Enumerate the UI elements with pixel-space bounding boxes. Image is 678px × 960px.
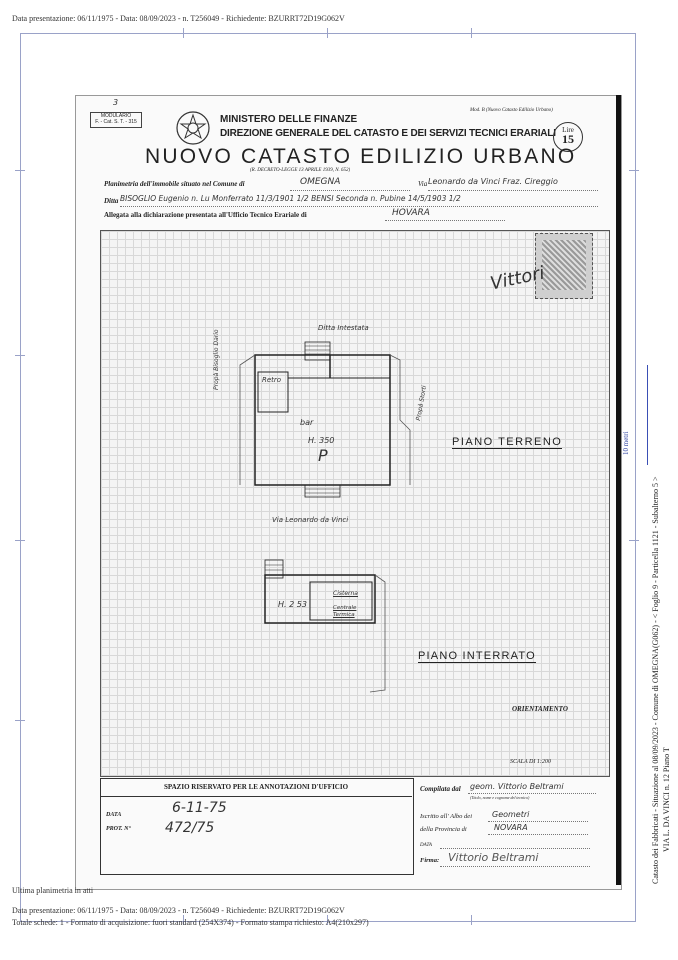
via-label: Via [418,180,428,188]
provincia-label: della Provincia di [420,826,467,833]
frame-tick [471,915,472,925]
frame-tick [327,28,328,38]
ufficio-value: HOVARA [392,208,430,218]
via-value: Leonardo da Vinci Fraz. Cireggio [428,177,558,186]
frame-tick [183,28,184,38]
form-rule [488,821,588,822]
lire-label: Lire [562,126,574,134]
firma-label: Firma: [420,857,440,864]
side-scale-label: 10 metri [622,431,630,455]
annotation-prot-value: 472/75 [165,820,215,836]
side-info-line2: VIA L. DA VINCI n. 12 Piano T [662,747,671,852]
cisterna-label: Cisterna [333,590,358,597]
ministry-name: MINISTERO DELLE FINANZE [220,114,358,125]
compilata-sub: (Titolo, nome e cognome del tecnico) [470,795,530,800]
ditta-label: Ditta [104,197,119,205]
planimetria-label: Planimetria dell'immobile situato nel Comune di [104,180,245,188]
footer-note: Ultima planimetria in atti [12,886,94,895]
lire-value: 15 [562,132,574,146]
modulario-label: MODULARIO [100,113,132,119]
ditta-intestata-label: Ditta Intestata [318,324,369,332]
mod-label: Mod. B (Nuovo Catasto Edilizio Urbano) [470,108,553,113]
height-interrato: H. 2 53 [278,600,307,609]
iscritto-label: Iscritto all' Albo dei [420,813,473,820]
form-title: NUOVO CATASTO EDILIZIO URBANO [145,145,577,168]
street-label: Via Leonardo da Vinci [272,516,349,524]
page-mark: 3 [113,98,119,107]
centrale-termica-label: Centrale Termica [333,605,357,618]
directorate-name: DIREZIONE GENERALE DEL CATASTO E DEI SERVIZI TECNICI ERARIALI [220,128,556,139]
floor-plan-drawing [100,320,608,700]
firma-value: Vittorio Beltrami [448,851,539,864]
form-rule [120,206,598,207]
sheet-edge-shadow [616,95,621,885]
orientamento-label: ORIENTAMENTO [512,705,568,713]
form-rule [468,793,596,794]
iscritto-value: Geometri [492,810,530,819]
frame-tick [15,540,25,541]
bar-label: bar [300,418,314,427]
annotation-date-label: DATA [106,812,122,818]
form-rule [488,834,588,835]
frame-tick [629,170,639,171]
annotations-heading: SPAZIO RISERVATO PER LE ANNOTAZIONI D'UFFICIO [100,778,412,797]
republic-emblem-icon [175,110,211,146]
ditta-value: BISOGLIO Eugenio n. Lu Monferrato 11/3/1901 1/2 BENSI Seconda n. Pubine 14/5/1903 1/2 [120,194,461,203]
form-rule [428,190,598,191]
header-top-line: Data presentazione: 06/11/1975 - Data: 08/09/2023 - n. T256049 - Richiedente: BZURRT72D19G062V [12,14,345,23]
compilata-value: geom. Vittorio Beltrami [470,782,564,791]
provincia-value: NOVARA [494,823,528,832]
form-rule [290,190,410,191]
footer-line2: Totale schede: 1 - Formato di acquisizione: fuori standard (254X374) - Formato stampa richiesto: A4(210x297) [12,918,369,927]
revenue-stamp-icon [535,233,593,299]
piano-interrato-heading: PIANO INTERRATO [418,650,536,662]
form-rule [440,866,590,867]
frame-tick [629,540,639,541]
decree-note: (R. DECRETO-LEGGE 13 APRILE 1939, N. 652) [250,168,351,173]
retro-label: Retro [262,376,282,384]
side-scale-bar [647,365,648,465]
annotation-date-value: 6-11-75 [172,800,227,816]
frame-tick [471,28,472,38]
frame-tick [15,720,25,721]
side-info-line1: Catasto dei Fabbricati - Situazione al 08/09/2023 - Comune di OMEGNA(G062) - < Foglio 9 - Particella 1121 - Subalterno 5 > [651,476,660,884]
annotation-prot-label: PROT. N° [106,826,131,832]
piano-terreno-heading: PIANO TERRENO [452,436,563,448]
frame-tick [15,170,25,171]
modulario-sub: F. - Cat. S. T. - 315 [95,119,137,125]
prop-left-label: Propà Bisoglio Dario [213,329,220,390]
allegata-label: Allegata alla dichiarazione presentata all'Ufficio Tecnico Erariale di [104,211,307,219]
frame-tick [15,355,25,356]
compilata-date-label: DATA [420,843,432,848]
footer-line1: Data presentazione: 06/11/1975 - Data: 08/09/2023 - n. T256049 - Richiedente: BZURRT72D19G062V [12,906,345,915]
form-rule [440,848,590,849]
height-terreno: H. 350 [308,436,335,445]
frame-tick [20,33,21,41]
form-rule [385,220,505,221]
stamp-signature: Vittori [488,262,547,295]
room-mark: P [318,446,328,465]
scale-label: SCALA DI 1:200 [510,759,551,765]
prop-right-label: Propà Storti [415,385,429,422]
comune-value: OMEGNA [300,177,341,187]
compilata-label: Compilata dal [420,785,461,793]
modulario-box [90,112,142,128]
